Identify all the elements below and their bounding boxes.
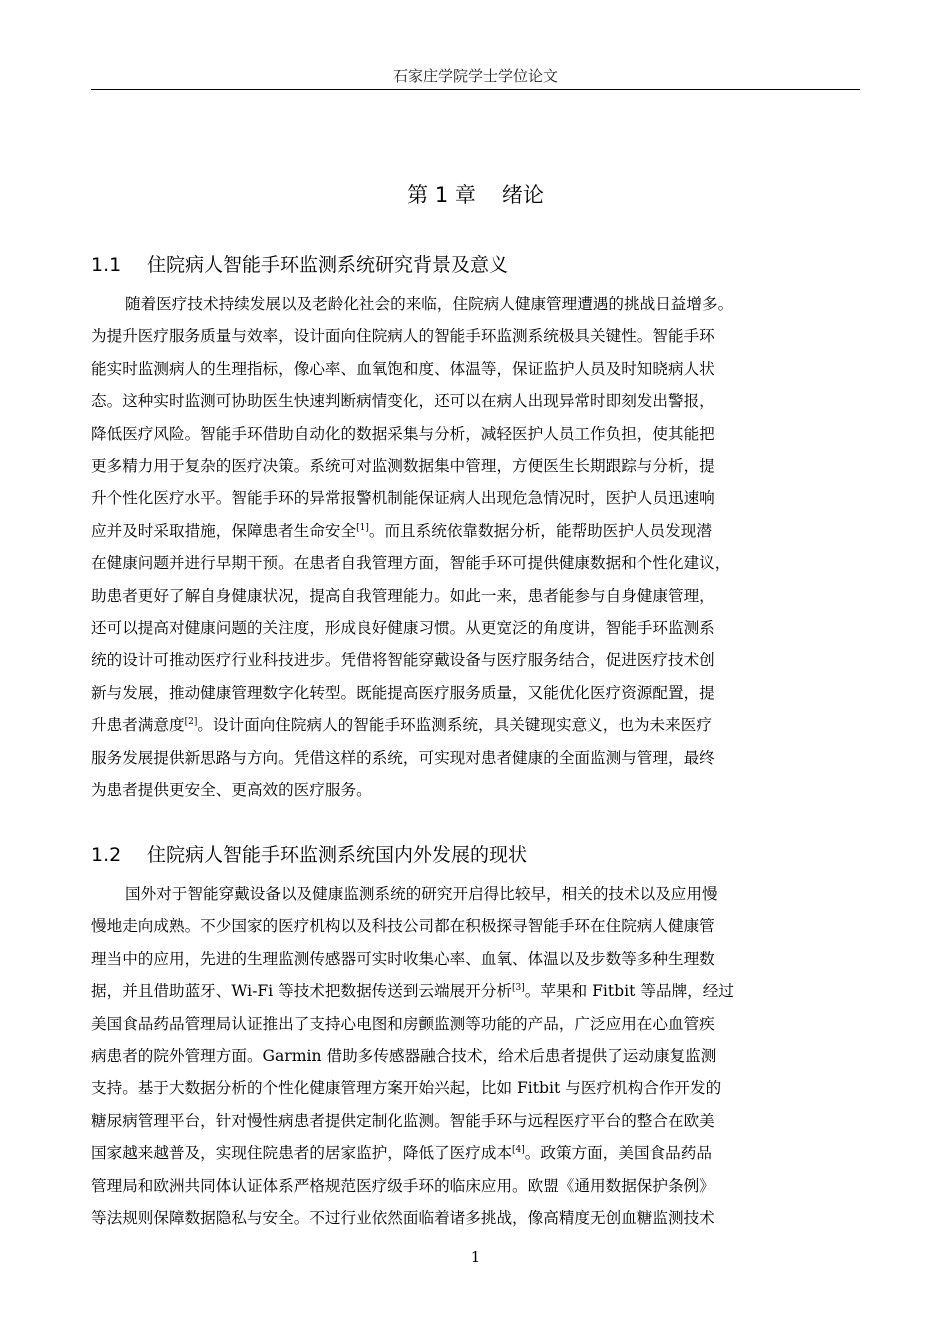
- section-number: 1.2: [91, 844, 122, 866]
- text-line: 还可以提高对健康问题的关注度，形成良好健康习惯。从更宽泛的角度讲，智能手环监测系: [91, 619, 715, 638]
- text-line: 升个性化医疗水平。智能手环的异常报警机制能保证病人出现危急情况时，医护人员迅速响: [91, 489, 715, 508]
- text-segment: 。苹果和 Fitbit 等品牌，经过: [524, 982, 734, 1001]
- text-line: 在健康问题并进行早期干预。在患者自我管理方面，智能手环可提供健康数据和个性化建议，: [91, 554, 731, 573]
- text-line: 病患者的院外管理方面。Garmin 借助多传感器融合技术，给术后患者提供了运动康复监测: [91, 1047, 717, 1066]
- text-line: 态。这种实时监测可协助医生快速判断病情变化，还可以在病人出现异常时即刻发出警报，: [91, 392, 715, 411]
- text-line: 更多精力用于复杂的医疗决策。系统可对监测数据集中管理，方便医生长期跟踪与分析，提: [91, 457, 715, 476]
- paragraph-status: [91, 878, 860, 1234]
- text-line: [91, 709, 860, 741]
- text-line: 为患者提供更安全、更高效的医疗服务。: [91, 781, 372, 800]
- citation-ref: [2]: [184, 717, 198, 728]
- text-line: 慢地走向成熟。不少国家的医疗机构以及科技公司都在积极探寻智能手环在住院病人健康管: [91, 917, 715, 936]
- text-segment: 。设计面向住院病人的智能手环监测系统，具关键现实意义，也为未来医疗: [197, 716, 712, 735]
- section-title: 住院病人智能手环监测系统国内外发展的现状: [147, 844, 528, 866]
- text-line: 助患者更好了解自身健康状况，提高自我管理能力。如此一来，患者能参与自身健康管理，: [91, 586, 715, 605]
- text-line: 为提升医疗服务质量与效率，设计面向住院病人的智能手环监测系统极具关键性。智能手环: [91, 327, 715, 346]
- text-segment: 。政策方面，美国食品药品: [524, 1144, 712, 1163]
- citation-ref: [1]: [356, 522, 369, 533]
- text-line: 糖尿病管理平台，针对慢性病患者提供定制化监测。智能手环与远程医疗平台的整合在欧美: [91, 1111, 715, 1130]
- text-line: 理当中的应用，先进的生理监测传感器可实时收集心率、血氧、体温以及步数等多种生理数: [91, 949, 715, 968]
- text-line: 随着医疗技术持续发展以及老龄化社会的来临，住院病人健康管理遭遇的挑战日益增多。: [125, 295, 734, 313]
- text-line: 国外对于智能穿戴设备以及健康监测系统的研究开启得比较早，相关的技术以及应用慢: [125, 885, 718, 903]
- text-line: 服务发展提供新思路与方向。凭借这样的系统，可实现对患者健康的全面监测与管理，最终: [91, 748, 715, 767]
- paragraph-background: [91, 288, 860, 807]
- text-segment: 据，并且借助蓝牙、Wi-Fi 等技术把数据传送到云端展开分析: [91, 982, 513, 1001]
- text-line: 支持。基于大数据分析的个性化健康管理方案开始兴起，比如 Fitbit 与医疗机构合作开发的: [91, 1079, 722, 1098]
- chapter-number: 第 1 章: [407, 183, 476, 207]
- section-title: 住院病人智能手环监测系统研究背景及意义: [147, 254, 509, 276]
- page-header: 石家庄学院学士学位论文: [392, 67, 558, 85]
- text-line: 统的设计可推动医疗行业科技进步。凭借将智能穿戴设备与医疗服务结合，促进医疗技术创: [91, 651, 715, 670]
- text-line: 新与发展，推动健康管理数字化转型。既能提高医疗服务质量，又能优化医疗资源配置，提: [91, 683, 715, 702]
- text-line: [91, 515, 860, 547]
- text-segment: 。而且系统依靠数据分析，能帮助医护人员发现潜: [368, 521, 712, 540]
- text-line: 能实时监测病人的生理指标，像心率、血氧饱和度、体温等，保证监护人员及时知晓病人状: [91, 359, 715, 378]
- text-line: 美国食品药品管理局认证推出了支持心电图和房颤监测等功能的产品，广泛应用在心血管疾: [91, 1014, 715, 1033]
- text-segment: 升患者满意度: [91, 716, 185, 735]
- chapter-title: [91, 180, 860, 210]
- citation-ref: [3]: [512, 983, 525, 994]
- text-line: 等法规则保障数据隐私与安全。不过行业依然面临着诸多挑战，像高精度无创血糖监测技术: [91, 1209, 715, 1228]
- text-line: [91, 975, 860, 1007]
- section-number: 1.1: [91, 254, 122, 276]
- chapter-name: 绪论: [501, 183, 544, 207]
- section-heading-1-1: [91, 252, 860, 278]
- text-line: 管理局和欧洲共同体认证体系严格规范医疗级手环的临床应用。欧盟《通用数据保护条例》: [91, 1176, 715, 1195]
- text-segment: 应并及时采取措施，保障患者生命安全: [91, 521, 357, 540]
- citation-ref: [4]: [512, 1145, 525, 1156]
- section-heading-1-2: [91, 842, 860, 868]
- header-rule: [91, 89, 860, 90]
- text-line: 降低医疗风险。智能手环借助自动化的数据采集与分析，减轻医护人员工作负担，使其能把: [91, 424, 715, 443]
- text-segment: 国家越来越普及，实现住院患者的居家监护，降低了医疗成本: [91, 1144, 513, 1163]
- page-number: 1: [470, 1248, 481, 1266]
- text-line: [91, 1137, 860, 1169]
